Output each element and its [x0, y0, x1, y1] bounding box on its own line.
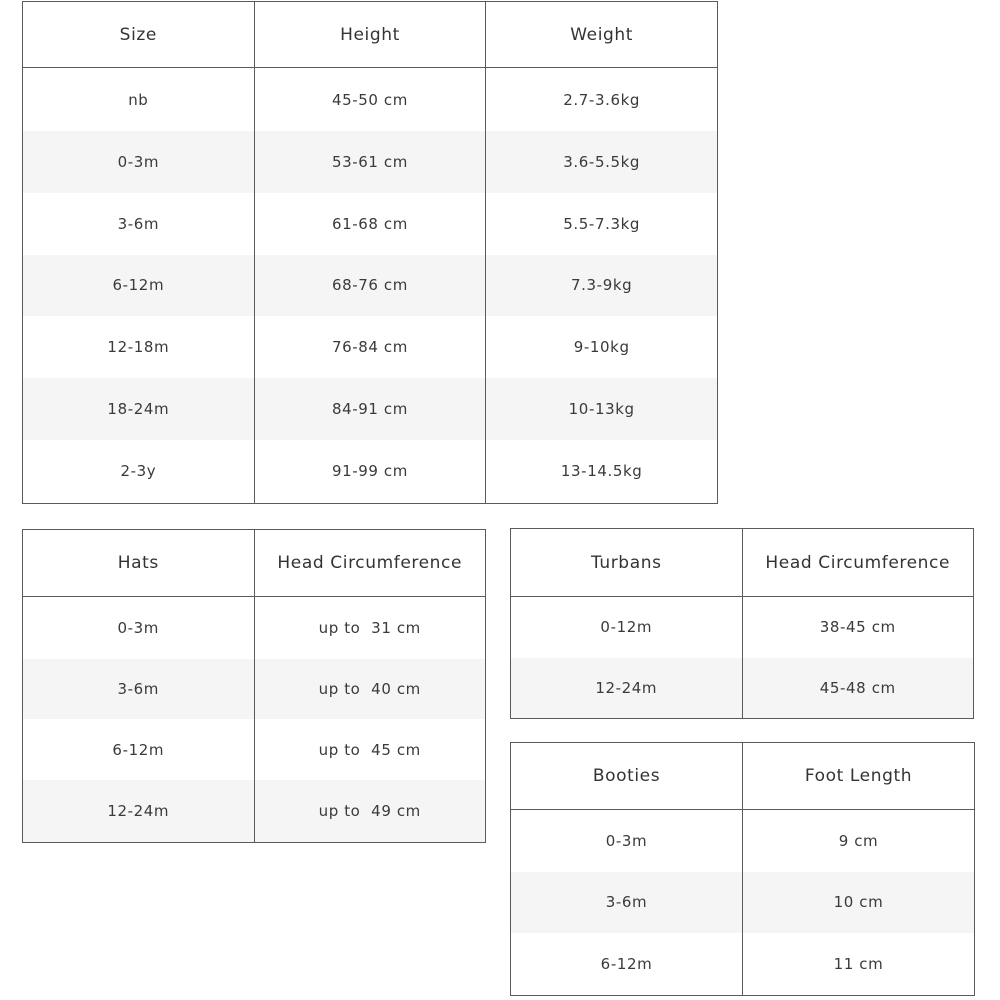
height-cell: 91-99 cm	[254, 440, 486, 504]
weight-cell: 10-13kg	[486, 378, 718, 440]
header-turbans: Turbans	[511, 529, 743, 597]
size-cell: 0-3m	[117, 618, 159, 637]
table-header-row	[511, 529, 974, 597]
size-cell: 3-6m	[23, 659, 255, 720]
foot-length-cell: 11 cm	[743, 933, 975, 996]
table-row	[23, 780, 486, 842]
table-row	[511, 597, 974, 658]
weight-cell: 5.5-7.3kg	[486, 193, 718, 255]
head-circumference-cell: 38-45 cm	[742, 597, 974, 658]
table-header-row	[511, 743, 975, 810]
size-cell: nb	[128, 90, 149, 109]
table-header-row	[23, 2, 718, 68]
weight-cell: 9-10kg	[486, 316, 718, 378]
height-cell: 61-68 cm	[254, 193, 486, 255]
table-row	[23, 316, 718, 378]
foot-length-cell: 10 cm	[743, 872, 975, 933]
header-foot-length: Foot Length	[743, 743, 975, 810]
size-cell: 0-3m	[23, 131, 255, 193]
size-cell: 6-12m	[600, 954, 653, 973]
table-row	[23, 378, 718, 440]
table-row	[511, 658, 974, 719]
size-height-weight-table	[22, 1, 718, 504]
head-circumference-cell: up to 40 cm	[254, 659, 486, 720]
weight-cell: 7.3-9kg	[486, 255, 718, 317]
size-cell: 3-6m	[117, 214, 160, 233]
height-cell: 68-76 cm	[254, 255, 486, 317]
size-cell: 18-24m	[23, 378, 255, 440]
height-cell: 53-61 cm	[254, 131, 486, 193]
head-circumference-cell: up to 45 cm	[254, 719, 486, 780]
weight-cell: 3.6-5.5kg	[486, 131, 718, 193]
size-cell: 0-3m	[605, 832, 648, 851]
header-weight: Weight	[486, 2, 718, 68]
height-cell: 84-91 cm	[254, 378, 486, 440]
table-row	[511, 810, 975, 873]
table-row	[511, 933, 975, 996]
head-circumference-cell: up to 49 cm	[254, 780, 486, 842]
table-row	[23, 193, 718, 255]
header-head-circumference: Head Circumference	[254, 530, 486, 597]
height-cell: 45-50 cm	[254, 68, 486, 132]
header-height: Height	[254, 2, 486, 68]
height-cell: 76-84 cm	[254, 316, 486, 378]
table-row	[23, 440, 718, 504]
table-row	[23, 719, 486, 780]
weight-cell: 2.7-3.6kg	[486, 68, 718, 132]
hats-table	[22, 529, 486, 843]
size-cell: 12-18m	[107, 338, 170, 357]
table-row	[23, 597, 486, 659]
booties-table	[510, 742, 975, 996]
head-circumference-cell: up to 31 cm	[254, 597, 486, 659]
table-row	[23, 68, 718, 132]
table-row	[23, 255, 718, 317]
size-cell: 2-3y	[120, 462, 157, 481]
table-header-row	[23, 530, 486, 597]
table-row	[23, 131, 718, 193]
foot-length-cell: 9 cm	[743, 810, 975, 873]
size-cell: 6-12m	[23, 255, 255, 317]
header-head-circumference: Head Circumference	[742, 529, 974, 597]
size-cell: 0-12m	[600, 618, 653, 637]
size-cell: 6-12m	[112, 740, 165, 759]
size-cell: 3-6m	[511, 872, 743, 933]
header-size: Size	[23, 2, 255, 68]
head-circumference-cell: 45-48 cm	[742, 658, 974, 719]
weight-cell: 13-14.5kg	[486, 440, 718, 504]
size-cell: 12-24m	[23, 780, 255, 842]
table-row	[511, 872, 975, 933]
table-row	[23, 659, 486, 720]
header-hats: Hats	[23, 530, 255, 597]
turbans-table	[510, 528, 974, 719]
size-cell: 12-24m	[511, 658, 743, 719]
header-booties: Booties	[511, 743, 743, 810]
